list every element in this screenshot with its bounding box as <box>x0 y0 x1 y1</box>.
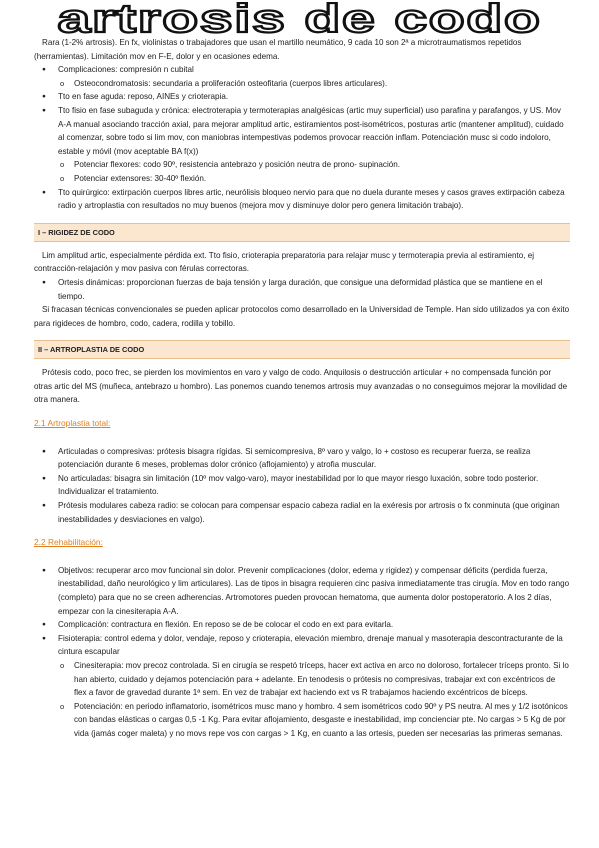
section-heading-artroplastia: II – ARTROPLASTIA DE CODO <box>34 340 570 359</box>
section2-paragraph: Prótesis codo, poco frec, se pierden los movimientos en varo y valgo de codo. Anquilosis o destrucción articular + no compensada función por otras artic del MS (muñeca, antebrazo u hombro). Las ponemos cuando tenemos artrosis muy avanzadas o no conseguimos mejorar la movilidad de otra manera. <box>34 368 568 405</box>
list-item <box>34 632 570 741</box>
list-item-text: Objetivos: recuperar arco mov funcional sin dolor. Prevenir complicaciones (dolor, edema y rigidez) y compensar déficits (perdida fuerza, inestabilidad, daño neurológico y lim articulares). Las de tipos in bisagra requieren cinc pasiva inmediatamente tras cirugía. Mov en todo rango (completo) para que no se creen adherencias. Artromotores pueden provocan hematoma, que aumenta dolor postoperatorio. A los 2 días, empezar con la cinesiterapia A-A. <box>58 565 570 616</box>
intro-list <box>34 63 570 213</box>
section1-paragraph: Si fracasan técnicas convencionales se pueden aplicar protocolos como desarrollado en la Universidad de Temple. Han sido utilizados ya con éxito para rigideces de hombro, codo, cadera, rodilla y tobillo. <box>34 305 570 328</box>
sub-list-item: o Potenciar flexores: codo 90º, resistencia antebrazo y posición neutra de prono- supinación. <box>58 158 570 172</box>
sub-list <box>58 77 570 91</box>
list-item-text: Complicaciones: compresión n cubital <box>58 65 194 75</box>
section1-list <box>34 276 570 303</box>
list-item: ● Prótesis modulares cabeza radio: se colocan para compensar espacio cabeza radial en la exéresis por artrosis o fx conminuta (que originan inestabilidades y desviaciones en valgo). <box>34 499 570 526</box>
list-item-text: Tto en fase aguda: reposo, AINEs y crioterapia. <box>58 92 229 102</box>
sub-list <box>58 659 570 741</box>
section1-paragraph: Lim amplitud artic, especialmente pérdida ext. Tto fisio, crioterapia preparatoria para relajar musc y termoterapia previa al estiramiento, ej contracción-relajación y mov pasiva con férulas correctoras. <box>34 250 534 274</box>
list-item: ● No articuladas: bisagra sin limitación (10º mov valgo-varo), mayor inestabilidad por lo que mayor riesgo luxación, sobre todo posterior. Individualizar el tratamiento. <box>34 472 570 499</box>
list-item-text: Fisioterapia: control edema y dolor, vendaje, reposo y crioterapia, elevación miembro, drenaje manual y masoterapia descontracturante de la cintura escapular <box>58 633 563 657</box>
list-item: ● Articuladas o compresivas: prótesis bisagra rígidas. Si semicompresiva, 8º varo y valgo, lo + costoso es recuperar fuerza, se realiza potenciación durante 6 meses, problemas dolor crónico (aflojamiento) y atrofia muscular. <box>34 445 570 472</box>
artroplastia-list <box>34 445 570 527</box>
document-title <box>0 2 599 38</box>
title-graphic <box>0 2 599 38</box>
sub-list-item: o Cinesiterapia: mov precoz controlada. Si en cirugía se respetó tríceps, hacer ext activa en arco no doloroso, fortalecer tríceps pronto. Si lo han abierto, cuidado y dejamos potenciación para + adelante. En tenodesis o prótesis no compresivas, trabajar ext con excéntricos de flex a favor de gravedad durante 1ª sem. En vez de trabajar ext haciendo ext vs R trabajamos haciendo excéntricos de bíceps. <box>58 659 570 700</box>
rehabilitacion-list <box>34 564 570 741</box>
list-item-text: Complicación: contractura en flexión. En reposo se de be colocar el codo en ext para evitarla. <box>58 620 394 630</box>
subsection-heading-total: 2.1 Artroplastia total: <box>34 418 111 429</box>
list-item <box>34 186 570 213</box>
list-item: ● Ortesis dinámicas: proporcionan fuerzas de baja tensión y larga duración, que consigue una deformidad plástica que se mantiene en el tiempo. <box>34 276 570 303</box>
list-item <box>34 104 570 186</box>
list-item <box>34 63 570 90</box>
list-item <box>34 564 570 618</box>
list-item-text: Tto fisio en fase subaguda y crónica: electroterapia y termoterapias analgésicas (artic muy superficial) uso parafina y parafangos, y US. Mov A-A manual asociando tracción axial, para mejorar amplitud artic, estiramientos post-isométricos, posturas artic (mantener amplitud), cuidado al comenzar, sobre todo si lim mov, con maniobras intempestivas podemos provocar reacción inflam. Potenciación musc si codo indoloro, estable y móvil (mov aceptable BA f(x)) <box>58 105 564 156</box>
title-text: artrosis de codo <box>57 2 542 38</box>
list-item <box>34 618 570 632</box>
sub-list-item: o Osteocondromatosis: secundaria a proliferación osteofitaria (cuerpos libres articulares). <box>58 77 570 91</box>
sub-list-item: o Potenciación: en periodo inflamatorio, isométricos musc mano y hombro. 4 sem isométricos codo 90º y PS neutra. Al mes y 1/2 isotónicos con bandas elásticas o cargas 0,5 -1 Kg. Para evitar aflojamiento, desgaste e inestabilidad, imp concienciar pte. No cargas > 5 Kg de por vida (jamás coger maleta) y no movs repe vos con cargas > 1 Kg, en cuanto a las ortesis, pueden ser necesarias las primeras semanas. <box>58 700 570 741</box>
intro-paragraph: Rara (1-2% artrosis). En fx, violinistas o trabajadores que usan el martillo neumático, 9 cada 10 son 2ª a microtraumatismos repetidos (herramientas). Limitación mov en F-E, dolor y en ocasiones edema. <box>34 38 522 61</box>
document-body <box>34 36 570 741</box>
list-item <box>34 90 570 104</box>
sub-list <box>58 158 570 185</box>
list-item-text: Tto quirúrgico: extirpación cuerpos libres artic, neurólisis bloqueo nervio para que no duela durante meses y casos graves extirpación cabeza radio y artroplastia con resultados no muy buenos (mejora mov y disminuye dolor pero genera limitación trabajo). <box>58 187 565 211</box>
section-heading-rigidez: I – RIGIDEZ DE CODO <box>34 223 570 242</box>
sub-list-item: o Potenciar extensores: 30-40º flexión. <box>58 172 570 186</box>
subsection-heading-rehabilitacion: 2.2 Rehabilitación: <box>34 537 103 548</box>
